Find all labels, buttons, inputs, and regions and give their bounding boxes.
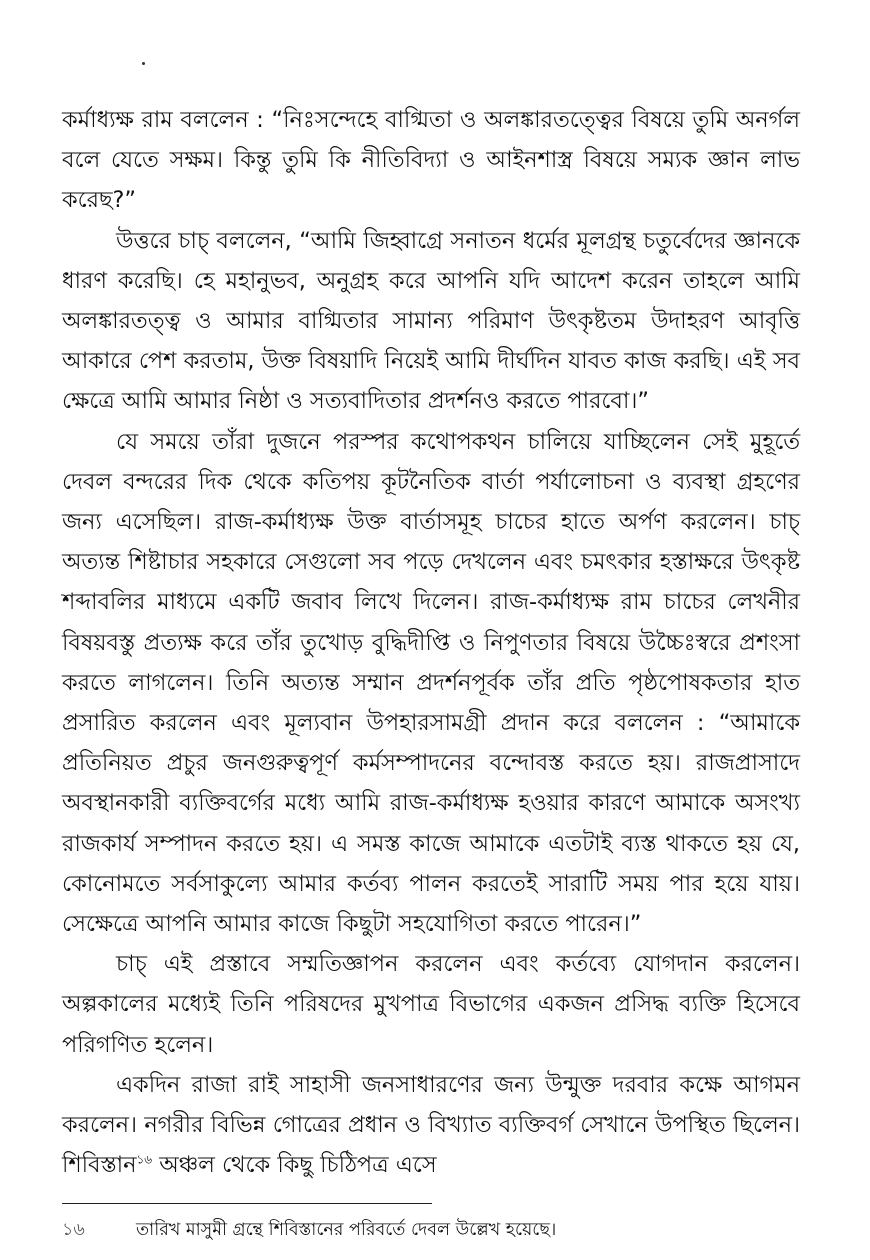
paragraph: উত্তরে চাচ্ বললেন, “আমি জিহ্বাগ্রে সনাতন ধর্মের মূলগ্রন্থ চতুর্বেদের জ্ঞানকে ধারণ করেছি। হে মহানুভব, অনুগ্রহ করে আপনি যদি আদেশ করেন তাহলে আমি অলঙ্কারতত্ত্ব ও আমার বাগ্মিতার সামান্য পরিমাণ উৎকৃষ্টতম উদাহরণ আবৃত্তি আকারে পেশ করতাম, উক্ত বিষয়াদি নিয়েই আমি দীর্ঘদিন যাবত কাজ করছি। এই সব ক্ষেত্রে আমি আমার নিষ্ঠা ও সত্যবাদিতার প্রদর্শনও করতে পারবো।”: [62, 227, 800, 415]
footnote-number: ১৬: [62, 1220, 85, 1240]
paragraph: [62, 1065, 800, 1186]
footnote-text: তারিখ মাসুমী গ্রন্থে শিবিস্তানের পরিবর্তে দেবল উল্লেখ হয়েছে।: [136, 1220, 557, 1240]
paragraph-text: একদিন রাজা রাই সাহাসী জনসাধারণের জন্য উন্মুক্ত দরবার কক্ষে আগমন করলেন। নগরীর বিভিন্ন গোত্রের প্রধান ও বিখ্যাত ব্যক্তিবর্গ সেখানে উপস্থিত ছিলেন। শিবিস্তান: [62, 1071, 800, 1179]
scan-speck: [142, 62, 145, 65]
paragraph: চাচ্ এই প্রস্তাবে সম্মতিজ্ঞাপন করলেন এবং কর্তব্যে যোগদান করলেন। অল্পকালের মধ্যেই তিনি পরিষদের মুখপাত্র বিভাগের একজন প্রসিদ্ধ ব্যক্তি হিসেবে পরিগণিত হলেন।: [62, 951, 800, 1058]
footnote-divider: [62, 1203, 432, 1204]
body-text: [62, 100, 800, 1185]
footnote: [62, 1217, 822, 1243]
paragraph: যে সময়ে তাঁরা দুজনে পরস্পর কথোপকথন চালিয়ে যাচ্ছিলেন সেই মুহূর্তে দেবল বন্দরের দিক থেকে কতিপয় কূটনৈতিক বার্তা পর্যালোচনা ও ব্যবস্থা গ্রহণের জন্য এসেছিল। রাজ-কর্মাধ্যক্ষ উক্ত বার্তাসমূহ চাচের হাতে অর্পণ করলেন। চাচ্ অত্যন্ত শিষ্টাচার সহকারে সেগুলো সব পড়ে দেখলেন এবং চমৎকার হস্তাক্ষরে উৎকৃষ্ট শব্দাবলির মাধ্যমে একটি জবাব লিখে দিলেন। রাজ-কর্মাধ্যক্ষ রাম চাচের লেখনীর বিষয়বস্তু প্রত্যক্ষ করে তাঁর তুখোড় বুদ্ধিদীপ্তি ও নিপুণতার বিষয়ে উচ্চৈঃস্বরে প্রশংসা করতে লাগলেন। তিনি অত্যন্ত সম্মান প্রদর্শনপূর্বক তাঁর প্রতি পৃষ্ঠপোষকতার হাত প্রসারিত করলেন এবং মূল্যবান উপহারসামগ্রী প্রদান করে বললেন : “আমাকে প্রতিনিয়ত প্রচুর জনগুরুত্বপূর্ণ কর্মসম্পাদনের বন্দোবস্ত করতে হয়। রাজপ্রাসাদে অবস্থানকারী ব্যক্তিবর্গের মধ্যে আমি রাজ-কর্মাধ্যক্ষ হওয়ার কারণে আমাকে অসংখ্য রাজকার্য সম্পাদন করতে হয়। এ সমস্ত কাজে আমাকে এতটাই ব্যস্ত থাকতে হয় যে, কোনোমতে সর্বসাকুল্যে আমার কর্তব্য পালন করতেই সারাটি সময় পার হয়ে যায়। সেক্ষেত্রে আপনি আমার কাজে কিছুটা সহযোগিতা করতে পারেন।”: [62, 428, 800, 938]
footnote-reference: ১৬: [136, 1152, 153, 1167]
paragraph: কর্মাধ্যক্ষ রাম বললেন : “নিঃসন্দেহে বাগ্মিতা ও অলঙ্কারতত্ত্বের বিষয়ে তুমি অনর্গল বলে যেতে সক্ষম। কিন্তু তুমি কি নীতিবিদ্যা ও আইনশাস্ত্র বিষয়ে সম্যক জ্ঞান লাভ করেছ?”: [62, 107, 800, 214]
paragraph-text: অঞ্চল থেকে কিছু চিঠিপত্র এসে: [152, 1152, 437, 1179]
